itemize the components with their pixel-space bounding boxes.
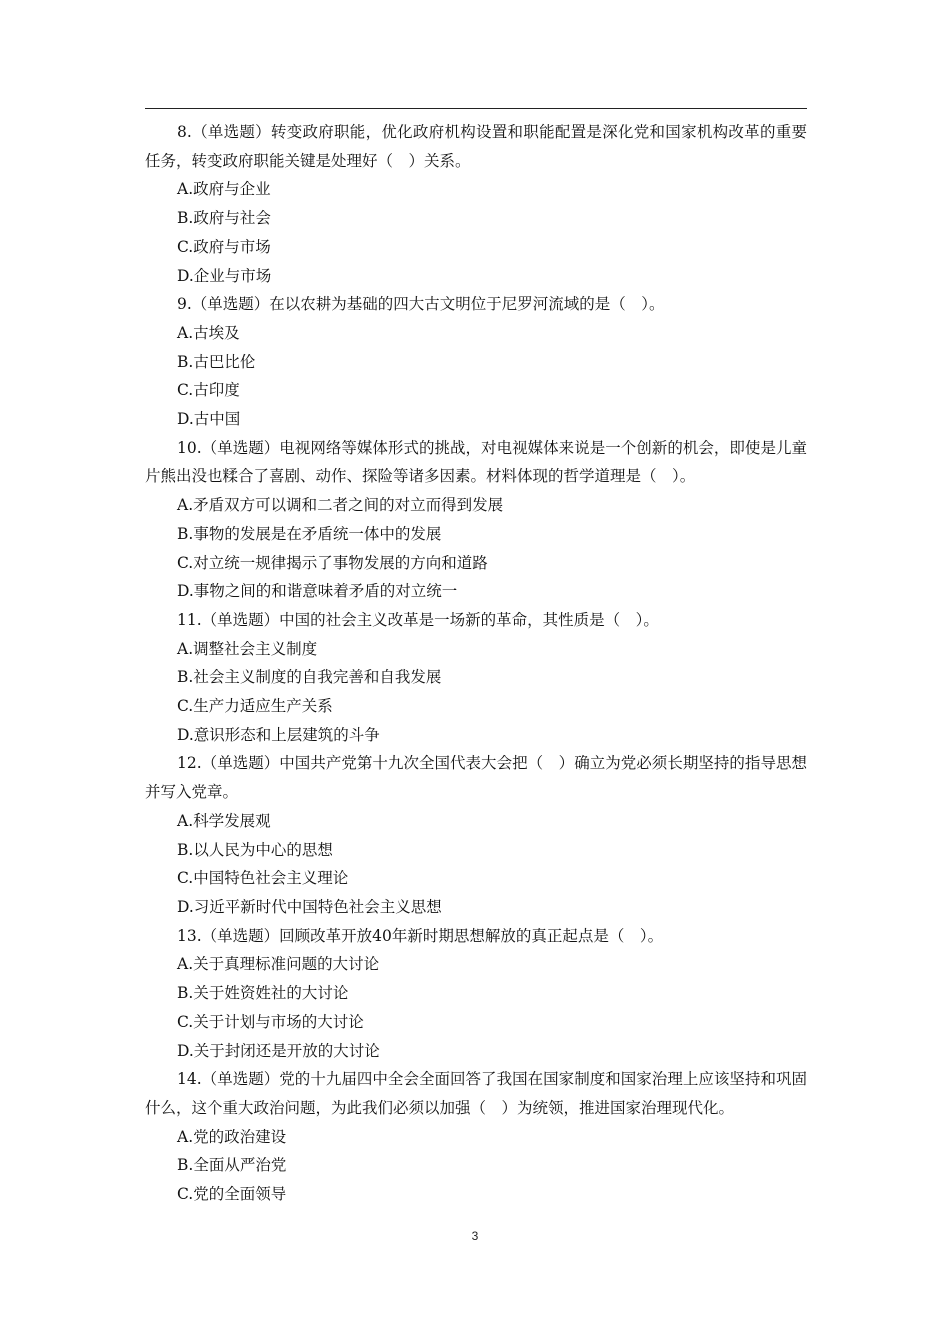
answer-option: C.中国特色社会主义理论 bbox=[177, 869, 349, 888]
answer-option: C.古印度 bbox=[177, 381, 240, 400]
answer-option: C.生产力适应生产关系 bbox=[177, 697, 333, 716]
answer-option: A.党的政治建设 bbox=[177, 1127, 287, 1146]
question-stem: 12.（单选题）中国共产党第十九次全国代表大会把（ ）确立为党必须长期坚持的指导思想并写入党章。 bbox=[145, 754, 807, 802]
answer-option: A.矛盾双方可以调和二者之间的对立而得到发展 bbox=[177, 496, 504, 515]
question-block bbox=[145, 922, 807, 1066]
answer-option: B.政府与社会 bbox=[177, 209, 271, 228]
answer-option: C.对立统一规律揭示了事物发展的方向和道路 bbox=[177, 553, 488, 572]
answer-option: B.全面从严治党 bbox=[177, 1156, 287, 1175]
question-block bbox=[145, 606, 807, 750]
answer-option: D.事物之间的和谐意味着矛盾的对立统一 bbox=[177, 582, 458, 601]
question-block bbox=[145, 749, 807, 921]
question-stem: 9.（单选题）在以农耕为基础的四大古文明位于尼罗河流域的是（ ）。 bbox=[177, 295, 665, 314]
answer-option: C.党的全面领导 bbox=[177, 1185, 287, 1204]
answer-option: D.习近平新时代中国特色社会主义思想 bbox=[177, 897, 442, 916]
question-stem: 8.（单选题）转变政府职能，优化政府机构设置和职能配置是深化党和国家机构改革的重要任务，转变政府职能关键是处理好（ ）关系。 bbox=[145, 123, 807, 170]
question-stem: 13.（单选题）回顾改革开放40年新时期思想解放的真正起点是（ ）。 bbox=[177, 926, 664, 945]
question-block bbox=[145, 434, 807, 606]
answer-option: A.政府与企业 bbox=[177, 180, 271, 199]
answer-option: A.科学发展观 bbox=[177, 811, 271, 830]
answer-option: D.古中国 bbox=[177, 410, 241, 429]
answer-option: B.关于姓资姓社的大讨论 bbox=[177, 984, 349, 1003]
question-stem: 11.（单选题）中国的社会主义改革是一场新的革命，其性质是（ ）。 bbox=[177, 610, 659, 629]
answer-option: A.调整社会主义制度 bbox=[177, 639, 318, 658]
answer-option: D.意识形态和上层建筑的斗争 bbox=[177, 725, 380, 744]
answer-option: D.企业与市场 bbox=[177, 266, 272, 285]
header-rule bbox=[145, 108, 807, 109]
answer-option: A.关于真理标准问题的大讨论 bbox=[177, 955, 380, 974]
answer-option: B.古巴比伦 bbox=[177, 352, 256, 371]
question-block bbox=[145, 1065, 807, 1209]
question-stem: 10.（单选题）电视网络等媒体形式的挑战，对电视媒体来说是一个创新的机会，即使是儿童片熊出没也糅合了喜剧、动作、探险等诸多因素。材料体现的哲学道理是（ ）。 bbox=[145, 438, 807, 486]
answer-option: C.关于计划与市场的大讨论 bbox=[177, 1012, 364, 1031]
answer-option: B.以人民为中心的思想 bbox=[177, 840, 333, 859]
answer-option: C.政府与市场 bbox=[177, 237, 271, 256]
question-list bbox=[145, 118, 807, 1209]
question-block bbox=[145, 118, 807, 290]
answer-option: A.古埃及 bbox=[177, 323, 240, 342]
answer-option: B.事物的发展是在矛盾统一体中的发展 bbox=[177, 524, 442, 543]
page-number: 3 bbox=[471, 1229, 479, 1243]
answer-option: D.关于封闭还是开放的大讨论 bbox=[177, 1041, 380, 1060]
question-block bbox=[145, 290, 807, 434]
answer-option: B.社会主义制度的自我完善和自我发展 bbox=[177, 668, 442, 687]
question-stem: 14.（单选题）党的十九届四中全会全面回答了我国在国家制度和国家治理上应该坚持和巩固什么，这个重大政治问题，为此我们必须以加强（ ）为统领，推进国家治理现代化。 bbox=[145, 1070, 807, 1117]
